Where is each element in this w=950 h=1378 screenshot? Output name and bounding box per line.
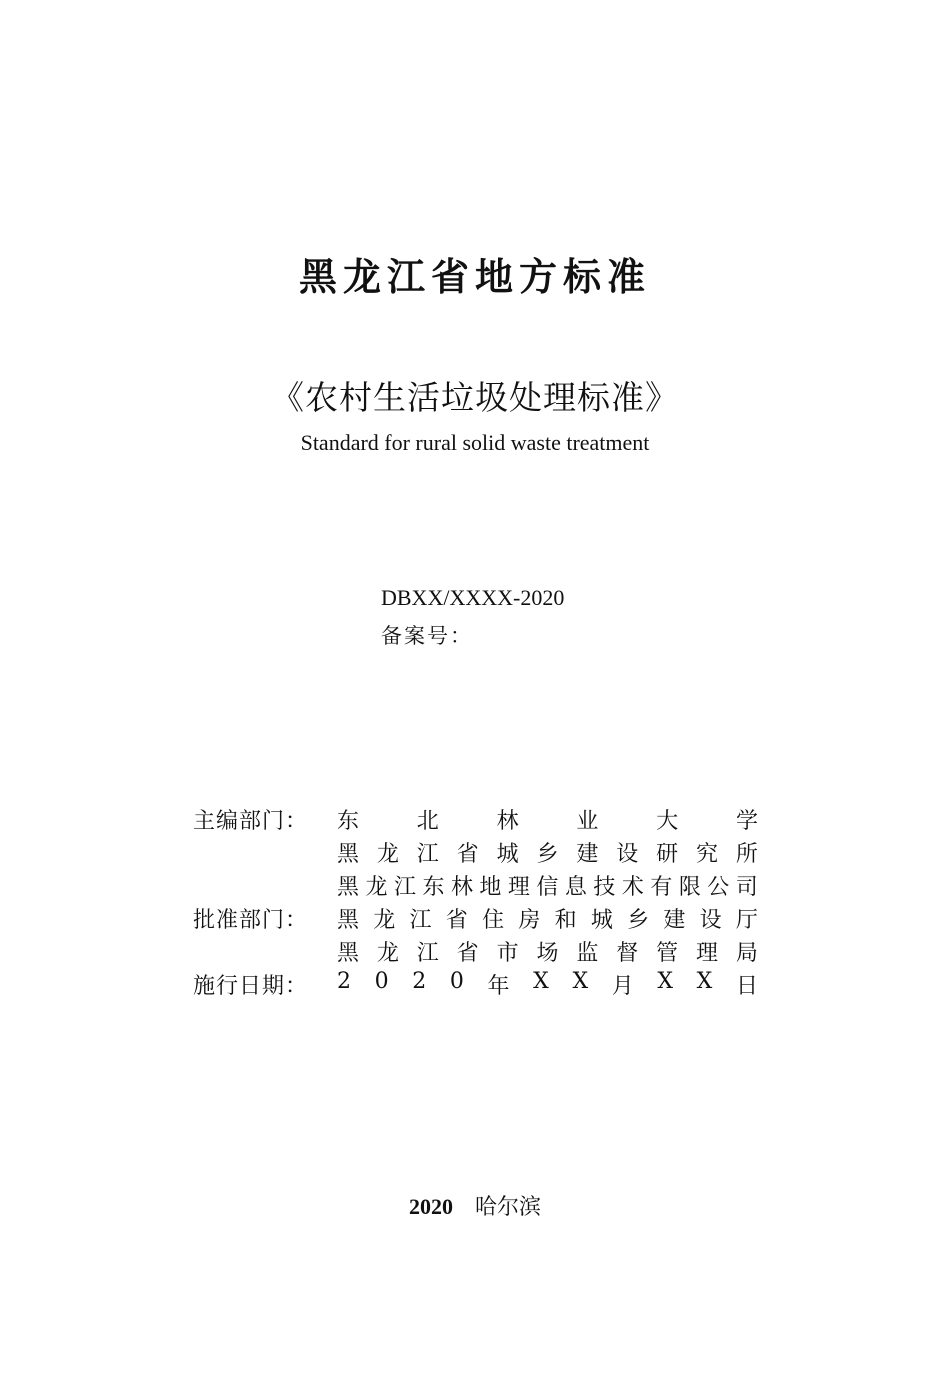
standard-title: 《农村生活垃圾处理标准》 [271, 378, 679, 417]
editor-value: 黑 龙 江 省 城 乡 建 设 研 究 所 [337, 842, 758, 867]
footer-year: 2020 [408, 1194, 453, 1219]
footer-city: 哈尔滨 [474, 1195, 541, 1220]
editor-label: 主编部门： [193, 809, 309, 834]
english-title: Standard for rural solid waste treatment [300, 430, 650, 455]
date-label: 施行日期： [193, 974, 309, 999]
editor-row [193, 837, 758, 869]
approver-label: 批准部门： [193, 908, 309, 933]
editor-value: 东 北 林 业 大 学 [337, 809, 758, 834]
approver-row [193, 903, 758, 935]
main-title: 黑龙江省地方标准 [298, 255, 651, 299]
approver-value: 黑 龙 江 省 市 场 监 督 管 理 局 [337, 941, 758, 966]
approver-row [193, 936, 758, 968]
date-value: 2 0 2 0 年 X X 月 X X 日 [337, 969, 758, 999]
standard-code: DBXX/XXXX-2020 [381, 585, 565, 610]
record-number-label: 备案号： [381, 624, 473, 648]
footer [0, 1190, 950, 1221]
editor-row [193, 870, 758, 902]
editor-row [193, 804, 758, 836]
approver-value: 黑 龙 江 省 住 房 和 城 乡 建 设 厅 [337, 908, 758, 933]
date-row [193, 969, 758, 1001]
editor-value: 黑 龙 江 东 林 地 理 信 息 技 术 有 限 公 司 [337, 875, 758, 900]
